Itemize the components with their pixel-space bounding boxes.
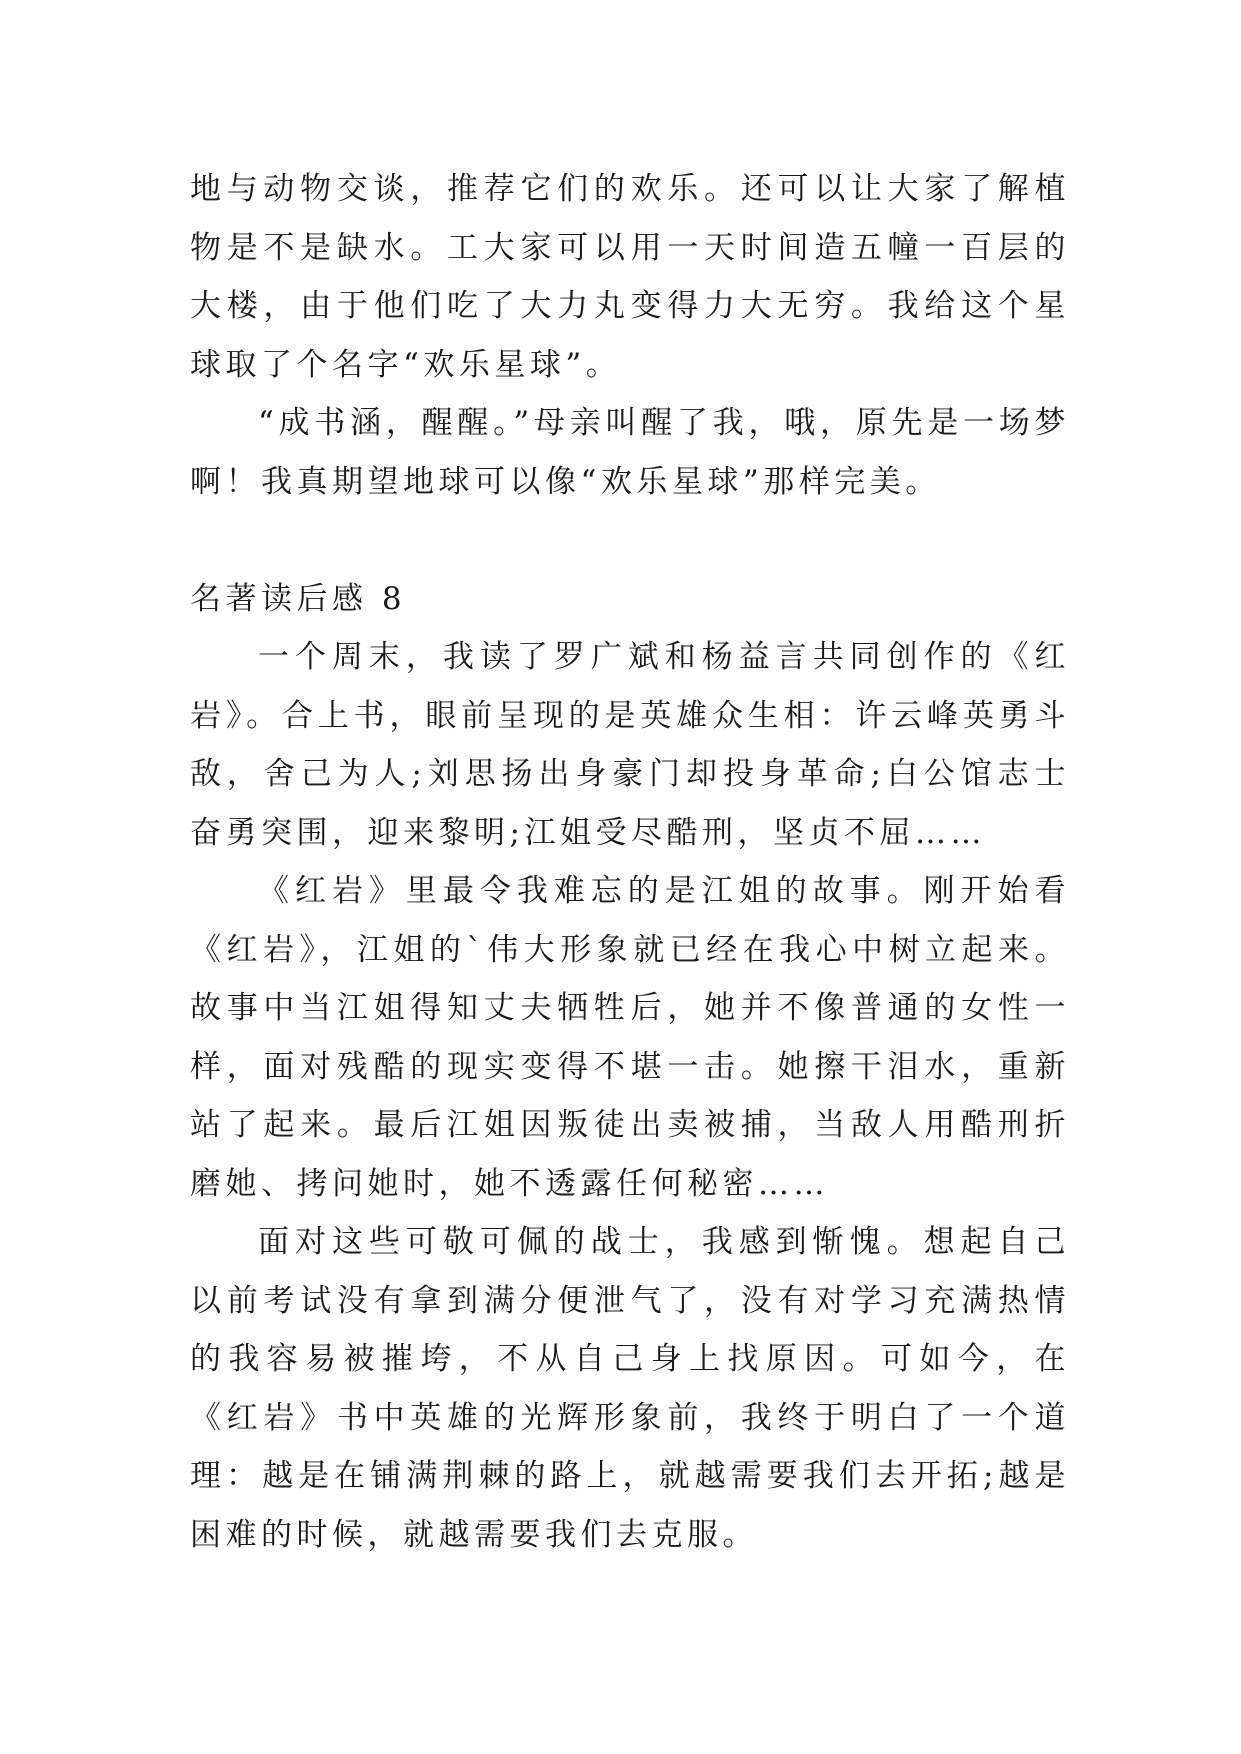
paragraph-continued: 地与动物交谈，推荐它们的欢乐。还可以让大家了解植物是不是缺水。工大家可以用一天时间造五幢一百层的大楼，由于他们吃了大力丸变得力大无穷。我给这个星球取了个名字“欢乐星球”。 — [190, 171, 1070, 383]
paragraph-reflection: 面对这些可敬可佩的战士，我感到惭愧。想起自己以前考试没有拿到满分便泄气了，没有对学习充满热情的我容易被摧垮，不从自己身上找原因。可如今，在《红岩》书中英雄的光辉形象前，我终于明白了一个道理：越是在铺满荆棘的路上，就越需要我们去开拓;越是困难的时候，就越需要我们去克服。 — [190, 1224, 1070, 1553]
paragraph-jiangjie: 《红岩》里最令我难忘的是江姐的故事。刚开始看《红岩》，江姐的`伟大形象就已经在我心中树立起来。故事中当江姐得知丈夫牺牲后，她并不像普通的女性一样，面对残酷的现实变得不堪一击。她擦干泪水，重新站了起来。最后江姐因叛徒出卖被捕，当敌人用酷刑折磨她、拷问她时，她不透露任何秘密…… — [190, 873, 1070, 1202]
section-gap — [190, 511, 1070, 570]
document-body — [190, 160, 1070, 1564]
paragraph-intro: 一个周末，我读了罗广斌和杨益言共同创作的《红岩》。合上书，眼前呈现的是英雄众生相：许云峰英勇斗敌，舍己为人;刘思扬出身豪门却投身革命;白公馆志士奋勇突围，迎来黎明;江姐受尽酷刑，坚贞不屈…… — [190, 639, 1070, 851]
paragraph-dream-ending: “成书涵，醒醒。”母亲叫醒了我，哦，原先是一场梦啊！我真期望地球可以像“欢乐星球”那样完美。 — [190, 405, 1070, 500]
section-title: 名著读后感 8 — [190, 580, 407, 617]
